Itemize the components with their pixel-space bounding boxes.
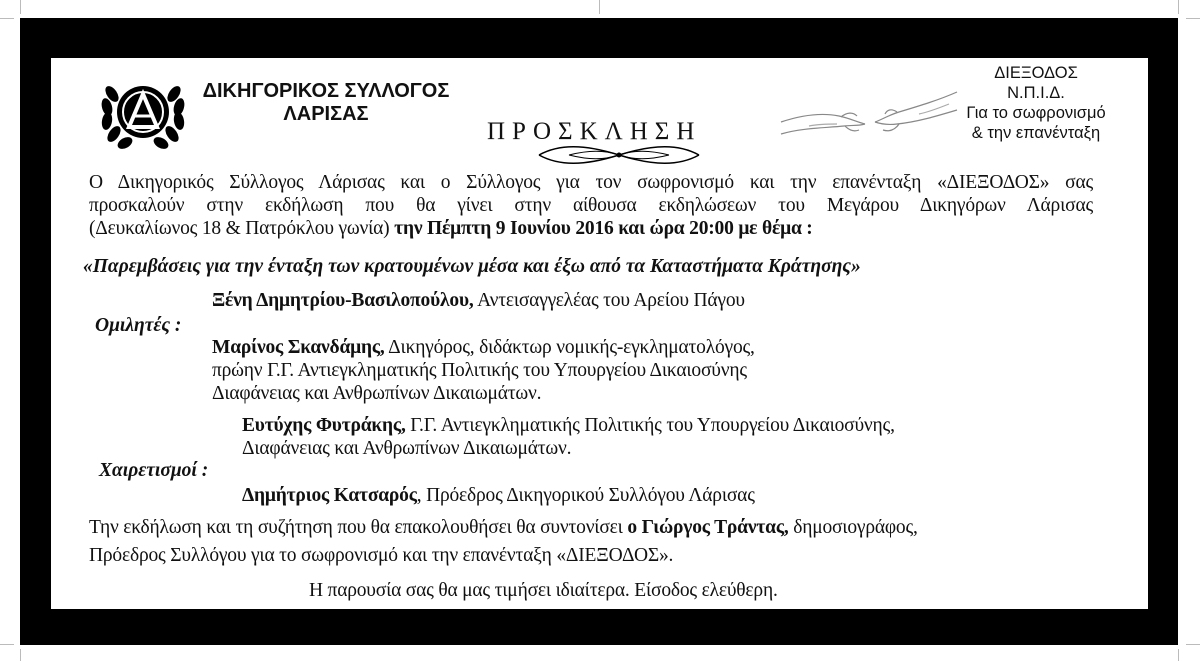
intro-line-1: Ο Δικηγορικός Σύλλογος Λάρισας και ο Σύλλογος για τον σωφρονισμό και την επανένταξη «ΔΙΕΞΟΔΟΣ» σας bbox=[89, 172, 1093, 193]
crop-mark bbox=[0, 644, 14, 645]
partner-line: ΔΙΕΞΟΔΟΣ bbox=[994, 64, 1078, 82]
crop-mark bbox=[1186, 644, 1200, 645]
speaker-3 bbox=[242, 415, 895, 438]
greeting-speaker-name: Δημήτριος Κατσαρός bbox=[242, 485, 417, 506]
greetings-label: Χαιρετισμοί : bbox=[99, 460, 209, 481]
event-topic: «Παρεμβάσεις για την ένταξη των κρατουμένων μέσα και έξω από τα Καταστήματα Κράτησης» bbox=[83, 256, 861, 277]
speaker-name: Ξένη Δημητρίου-Βασιλοπούλου, bbox=[212, 290, 474, 311]
crop-mark bbox=[599, 0, 600, 14]
closing-line: Η παρουσία σας θα μας τιμήσει ιδιαίτερα. Είσοδος ελεύθερη. bbox=[309, 580, 778, 601]
crop-mark bbox=[1186, 18, 1200, 19]
speaker-3-line-2: Διαφάνειας και Ανθρωπίνων Δικαιωμάτων. bbox=[242, 438, 572, 459]
crop-mark bbox=[1178, 0, 1179, 14]
greeting-speaker-role: , Πρόεδρος Δικηγορικού Συλλόγου Λάρισας bbox=[416, 485, 755, 506]
intro-date-text: την Πέμπτη 9 Ιουνίου 2016 και ώρα 20:00 με θέμα : bbox=[394, 218, 813, 239]
crop-mark bbox=[20, 0, 21, 14]
speaker-2 bbox=[212, 337, 755, 360]
speaker-1 bbox=[212, 290, 745, 313]
invitation-title: ΠΡΟΣΚΛΗΣΗ bbox=[487, 118, 702, 145]
moderator-text: Την εκδήλωση και τη συζήτηση που θα επακολουθήσει θα συντονίσει bbox=[89, 517, 628, 538]
invitation-card bbox=[51, 58, 1148, 609]
crop-mark bbox=[0, 18, 14, 19]
crop-mark bbox=[20, 649, 21, 661]
organization-name: ΔΙΚΗΓΟΡΙΚΟΣ ΣΥΛΛΟΓΟΣ ΛΑΡΙΣΑΣ bbox=[202, 80, 450, 125]
bar-association-logo-icon bbox=[98, 72, 188, 152]
crop-mark bbox=[1178, 649, 1179, 661]
speakers-label: Ομιλητές : bbox=[95, 315, 182, 336]
moderator-line-1 bbox=[89, 517, 918, 540]
speaker-name: Ευτύχης Φυτράκης, bbox=[242, 415, 406, 436]
speaker-name: Μαρίνος Σκανδάμης, bbox=[212, 337, 385, 358]
reaching-hands-illustration-icon bbox=[779, 82, 959, 152]
moderator-name: ο Γιώργος Τράντας, bbox=[627, 517, 789, 538]
ornament-flourish-icon bbox=[529, 146, 709, 164]
intro-line-2: προσκαλούν στην εκδήλωση που θα γίνει στην αίθουσα εκδηλώσεων του Μεγάρου Δικηγόρων Λάρισας bbox=[89, 195, 1093, 216]
speaker-2-line-3: Διαφάνειας και Ανθρωπίνων Δικαιωμάτων. bbox=[212, 383, 542, 404]
partner-line: Για το σωφρονισμό bbox=[966, 104, 1106, 122]
intro-venue-text: (Δευκαλίωνος 18 & Πατρόκλου γωνία) bbox=[89, 218, 395, 239]
intro-line-3 bbox=[89, 218, 813, 241]
partner-organization-block bbox=[946, 63, 1126, 143]
greeting-speaker bbox=[242, 485, 755, 508]
speaker-role: Δικηγόρος, διδάκτωρ νομικής-εγκληματολόγος, bbox=[384, 337, 755, 358]
speaker-role: Γ.Γ. Αντιεγκληματικής Πολιτικής του Υπουργείου Δικαιοσύνης, bbox=[405, 415, 895, 436]
moderator-role: δημοσιογράφος, bbox=[788, 517, 918, 538]
speaker-2-line-2: πρώην Γ.Γ. Αντιεγκληματικής Πολιτικής του Υπουργείου Δικαιοσύνης bbox=[212, 360, 747, 381]
speaker-role: Αντεισαγγελέας του Αρείου Πάγου bbox=[473, 290, 745, 311]
partner-line: Ν.Π.Ι.Δ. bbox=[1007, 84, 1065, 102]
partner-line: & την επανένταξη bbox=[971, 124, 1101, 142]
moderator-line-2: Πρόεδρος Συλλόγου για το σωφρονισμό και την επανένταξη «ΔΙΕΞΟΔΟΣ». bbox=[89, 545, 674, 566]
